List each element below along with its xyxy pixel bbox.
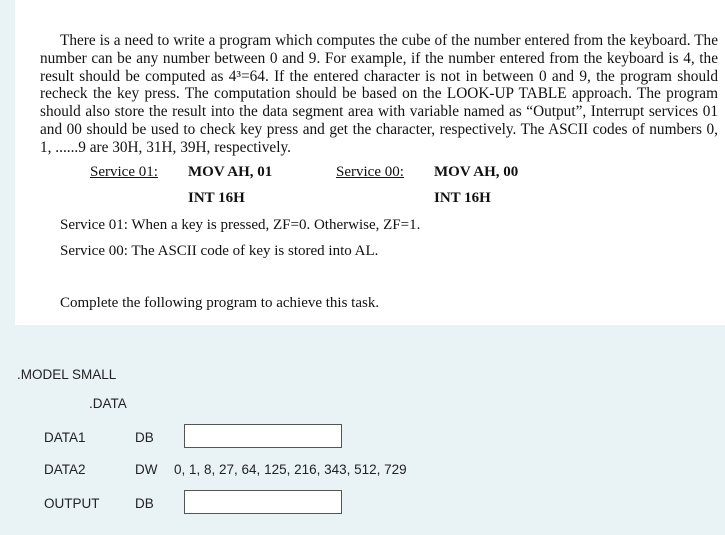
data2-name: DATA2 [44,462,86,477]
task-instruction: Complete the following program to achieve this task. [60,295,380,311]
output-name: OUTPUT [44,496,100,511]
data1-type: DB [135,430,154,445]
data-directive: .DATA [89,396,127,411]
model-directive: .MODEL SMALL [17,367,117,382]
service-00-mov: MOV AH, 00 [434,164,519,180]
data1-answer-input[interactable] [184,424,342,448]
service-00-label: Service 00: [336,164,404,180]
service-01-note: Service 01: When a key is pressed, ZF=0. Otherwise, ZF=1. [60,217,421,233]
service-00-int: INT 16H [434,190,491,206]
problem-statement: There is a need to write a program which computes the cube of the number entered from the keyboard. The number can be any number between 0 and 9. For example, if the number entered from the keyboard is 4, the result should be computed as 4³=64. If the entered character is not in between 0 and 9, the program should recheck the key press. The computation should be based on the LOOK-UP TABLE approach. The program should also store the result into the data segment area with variable named as “Output”, Interrupt services 01 and 00 should be used to check key press and get the character, respectively. The ASCII codes of numbers 0, 1, ......9 are 30H, 31H, 39H, respectively. [40,32,718,156]
output-type: DB [135,496,154,511]
data2-type: DW [135,462,158,477]
service-01-label: Service 01: [90,164,158,180]
data1-name: DATA1 [44,430,86,445]
service-01-mov: MOV AH, 01 [188,164,273,180]
data2-values: 0, 1, 8, 27, 64, 125, 216, 343, 512, 729 [174,462,407,477]
question-card [15,0,725,325]
output-answer-input[interactable] [184,490,342,514]
service-01-int: INT 16H [188,190,245,206]
service-00-note: Service 00: The ASCII code of key is stored into AL. [60,243,379,259]
